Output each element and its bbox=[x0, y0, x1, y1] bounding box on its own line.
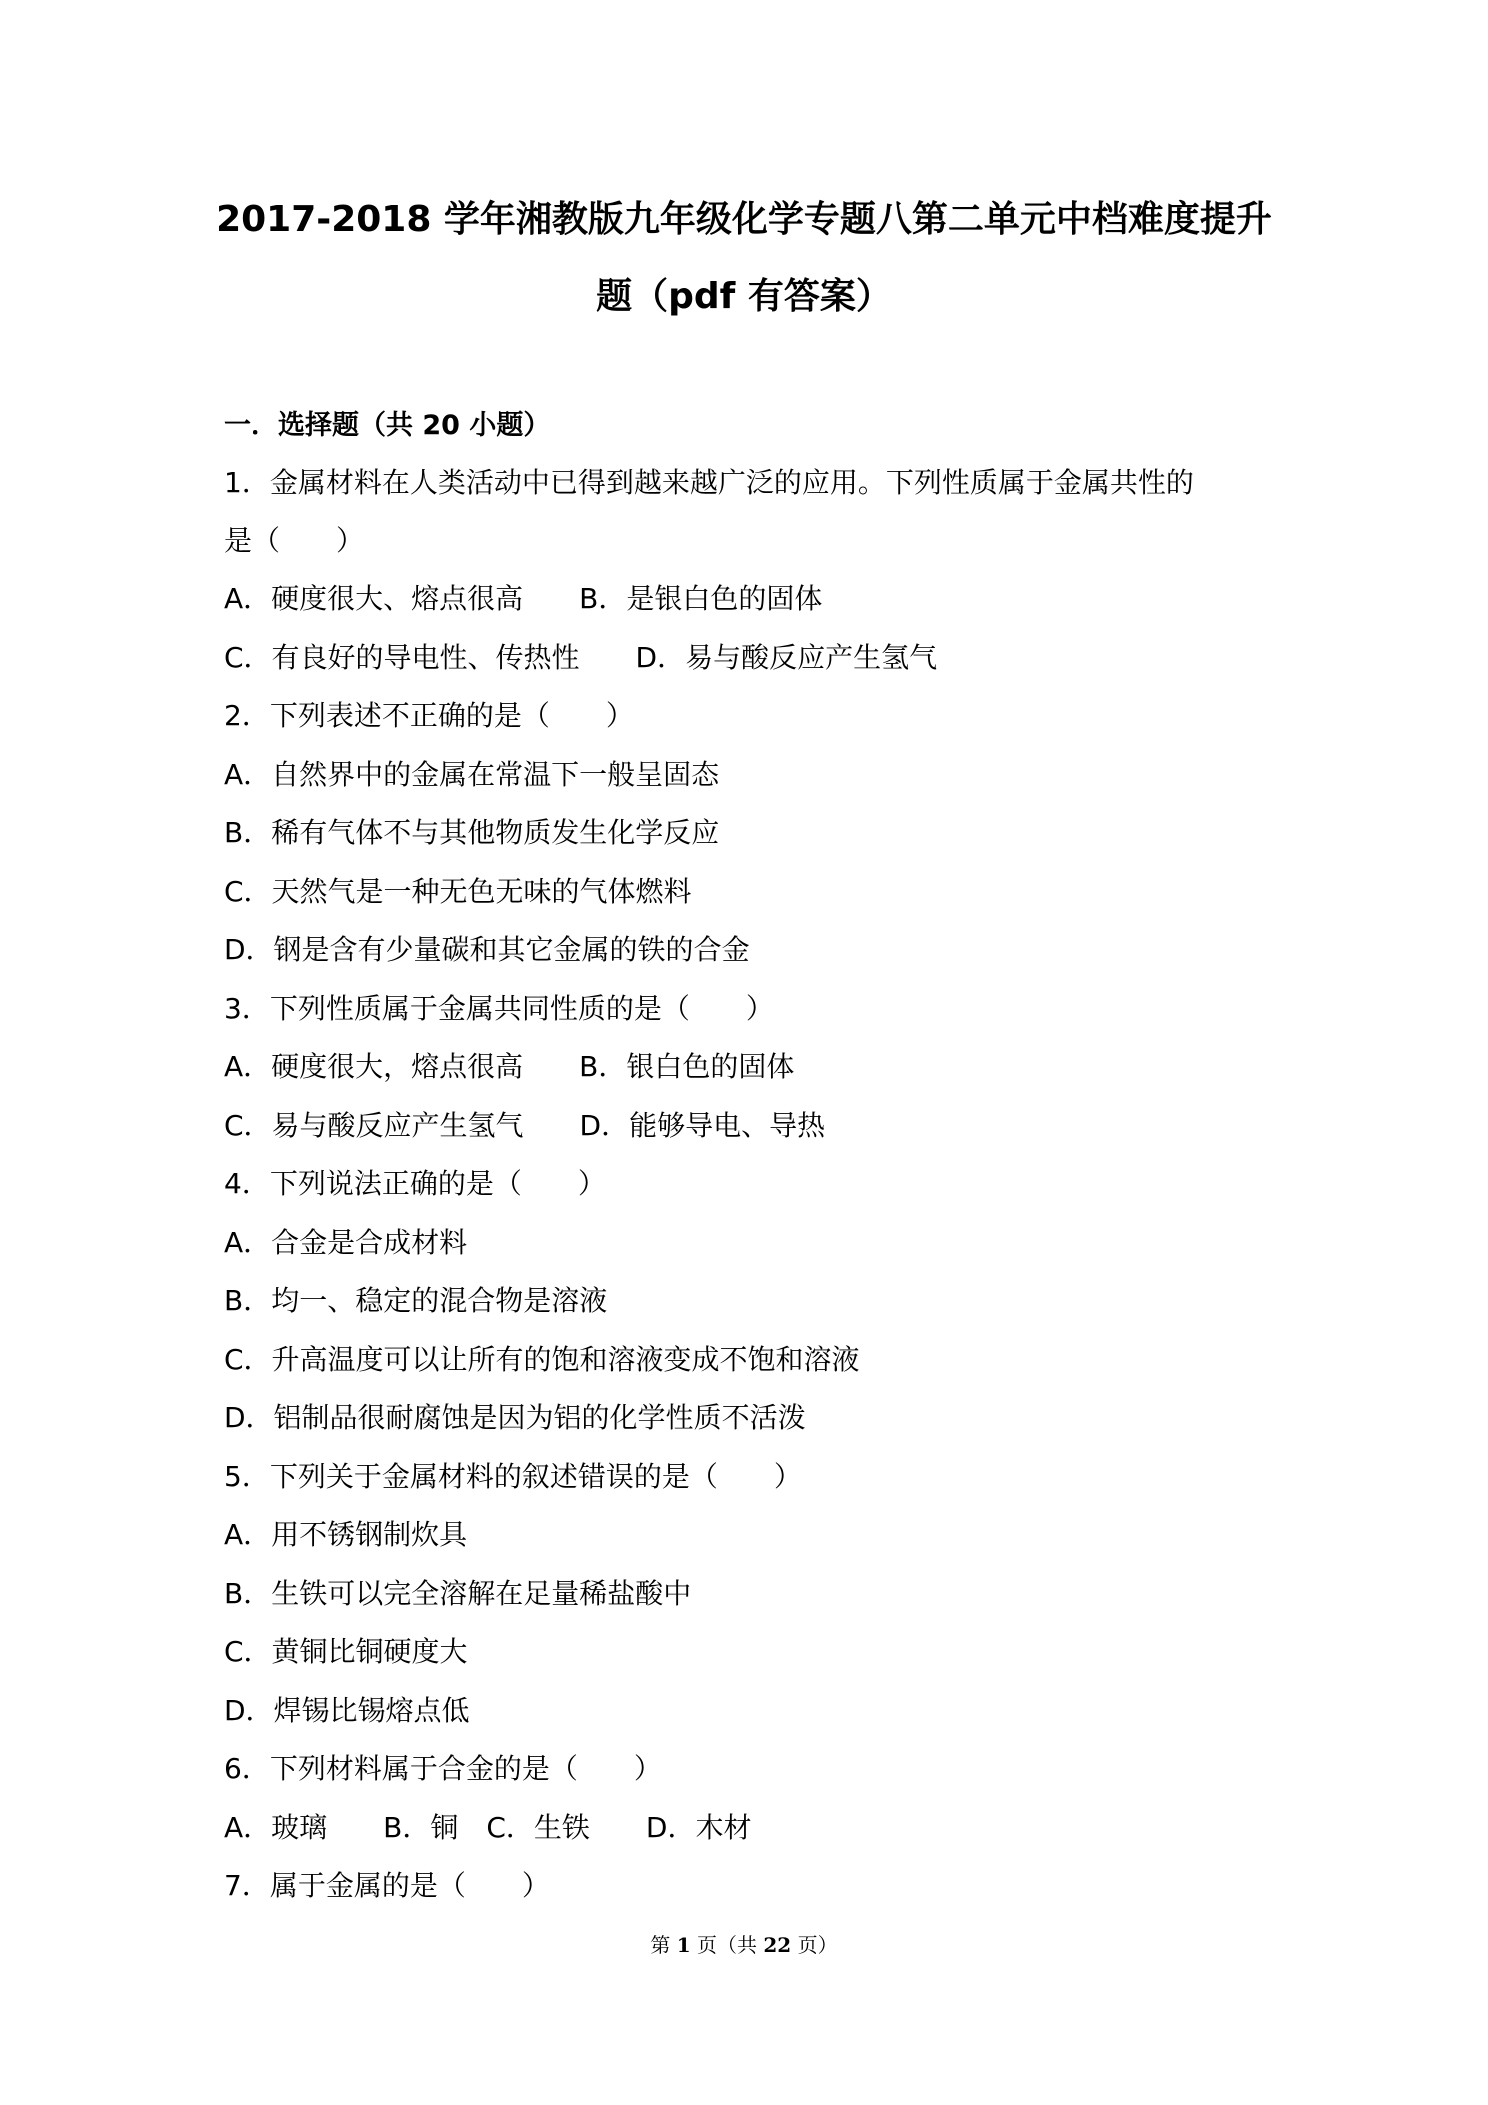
question-4-stem: 4．下列说法正确的是（ ） bbox=[224, 1167, 606, 1200]
question-2-option-c: C．天然气是一种无色无味的气体燃料 bbox=[224, 875, 692, 908]
question-5-option-b: B．生铁可以完全溶解在足量稀盐酸中 bbox=[224, 1577, 692, 1610]
question-5-option-c: C．黄铜比铜硬度大 bbox=[224, 1635, 468, 1668]
question-2-option-d: D．钢是含有少量碳和其它金属的铁的合金 bbox=[224, 933, 750, 966]
section-heading: 一．选择题（共 20 小题） bbox=[224, 410, 551, 441]
question-4-option-c: C．升高温度可以让所有的饱和溶液变成不饱和溶液 bbox=[224, 1343, 860, 1376]
question-4-option-b: B．均一、稳定的混合物是溶液 bbox=[224, 1284, 608, 1317]
question-3-options-ab: A．硬度很大，熔点很高 B．银白色的固体 bbox=[224, 1050, 795, 1083]
question-1-stem-cont: 是（ ） bbox=[224, 524, 365, 557]
question-2-option-a: A．自然界中的金属在常温下一般呈固态 bbox=[224, 758, 720, 791]
footer-page-number: 1 bbox=[676, 1933, 691, 1957]
question-1-options-ab: A．硬度很大、熔点很高 B．是银白色的固体 bbox=[224, 582, 823, 615]
footer-total-pages: 22 bbox=[763, 1933, 792, 1957]
question-7-stem: 7．属于金属的是（ ） bbox=[224, 1869, 550, 1902]
question-2-stem: 2．下列表述不正确的是（ ） bbox=[224, 699, 634, 732]
document-title-line-1: 2017-2018 学年湘教版九年级化学专题八第二单元中档难度提升 bbox=[216, 199, 1272, 240]
footer-prefix: 第 bbox=[650, 1933, 677, 1957]
document-title-line-2: 题（pdf 有答案） bbox=[596, 276, 892, 317]
question-5-option-a: A．用不锈钢制炊具 bbox=[224, 1518, 468, 1551]
page-footer bbox=[0, 1934, 1488, 1956]
question-3-stem: 3．下列性质属于金属共同性质的是（ ） bbox=[224, 992, 774, 1025]
question-6-stem: 6．下列材料属于合金的是（ ） bbox=[224, 1752, 662, 1785]
question-5-stem: 5．下列关于金属材料的叙述错误的是（ ） bbox=[224, 1460, 802, 1493]
question-1-options-cd: C．有良好的导电性、传热性 D．易与酸反应产生氢气 bbox=[224, 641, 938, 674]
question-4-option-d: D．铝制品很耐腐蚀是因为铝的化学性质不活泼 bbox=[224, 1401, 806, 1434]
footer-suffix: 页） bbox=[791, 1933, 838, 1957]
question-6-options: A．玻璃 B．铜 C．生铁 D．木材 bbox=[224, 1811, 752, 1844]
question-4-option-a: A．合金是合成材料 bbox=[224, 1226, 468, 1259]
question-1-stem: 1．金属材料在人类活动中已得到越来越广泛的应用。下列性质属于金属共性的 bbox=[224, 466, 1194, 499]
question-5-option-d: D．焊锡比锡熔点低 bbox=[224, 1694, 470, 1727]
question-3-options-cd: C．易与酸反应产生氢气 D．能够导电、导热 bbox=[224, 1109, 826, 1142]
footer-middle: 页（共 bbox=[690, 1933, 764, 1957]
question-2-option-b: B．稀有气体不与其他物质发生化学反应 bbox=[224, 816, 720, 849]
